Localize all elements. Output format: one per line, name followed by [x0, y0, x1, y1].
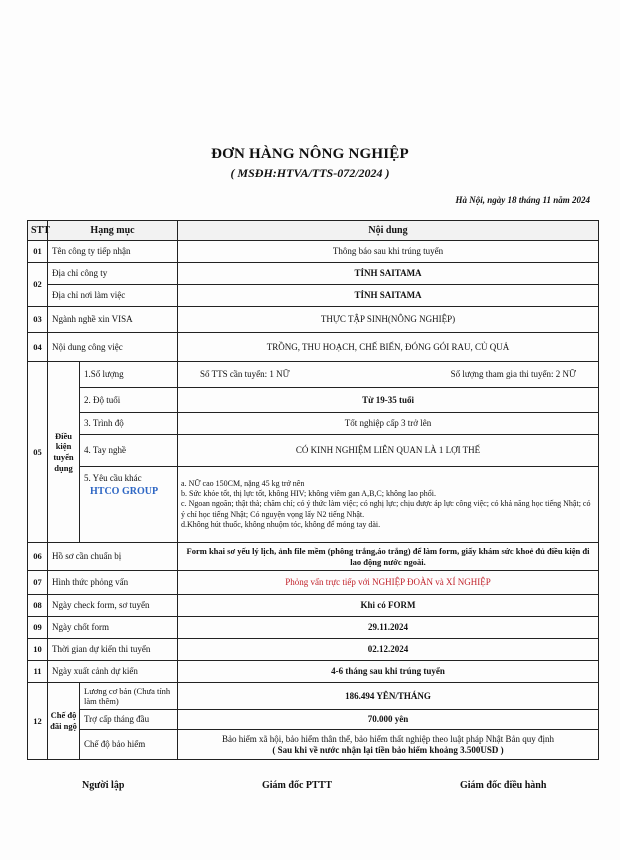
row-label: 4. Tay nghề — [80, 435, 178, 467]
row-label — [80, 467, 178, 543]
signature-director-pttt: Giám đốc PTTT — [262, 780, 333, 791]
table-row — [28, 730, 599, 760]
table-row — [28, 571, 599, 595]
header-content: Nội dung — [178, 221, 599, 241]
table-row — [28, 435, 599, 467]
other-requirements-label: 5. Yêu cầu khác — [84, 473, 142, 483]
benefits-label: Chế độ đãi ngộ — [48, 683, 80, 760]
row-label: 3. Trình độ — [80, 413, 178, 435]
row-number: 01 — [28, 241, 48, 263]
table-row — [28, 710, 599, 730]
row-value: TỈNH SAITAMA — [178, 263, 599, 285]
row-value: TỈNH SAITAMA — [178, 285, 599, 307]
row-value: 02.12.2024 — [178, 639, 599, 661]
issue-date: Hà Nội, ngày 18 tháng 11 năm 2024 — [455, 195, 590, 205]
row-number: 03 — [28, 307, 48, 333]
table-header-row — [28, 221, 599, 241]
requirement-c: c. Ngoan ngoãn; thật thà; chăm chỉ; có ý thức làm việc; có nghị lực; chịu được áp lực công việc; có khả năng học tiếng Nhật; có ý chí học tiếng Nhật; Có nguyện vọng lấy N2 tiếng Nhật. — [181, 499, 591, 519]
table-row — [28, 467, 599, 543]
table-row — [28, 661, 599, 683]
row-value — [178, 362, 599, 388]
row-label: Chế độ bảo hiểm — [80, 730, 178, 760]
table-row — [28, 307, 599, 333]
row-value: 70.000 yên — [178, 710, 599, 730]
requirement-b: b. Sức khỏe tốt, thị lực tốt, không HIV; không viêm gan A,B,C; không lao phổi. — [181, 489, 436, 499]
row-number: 02 — [28, 263, 48, 307]
requirement-d: d.Không hút thuốc, không nhuộm tóc, không để móng tay dài. — [181, 519, 381, 529]
table-row — [28, 333, 599, 362]
row-label: Địa chỉ nơi làm việc — [48, 285, 178, 307]
row-number: 08 — [28, 595, 48, 617]
recruitment-conditions-label: Điều kiện tuyển dụng — [48, 362, 80, 543]
table-row — [28, 639, 599, 661]
row-number: 10 — [28, 639, 48, 661]
table-row — [28, 241, 599, 263]
row-label: Ngày check form, sơ tuyển — [48, 595, 178, 617]
quantity-exam: Số lượng tham gia thi tuyển: 2 NỮ — [450, 369, 577, 380]
order-table — [27, 220, 599, 760]
row-number: 11 — [28, 661, 48, 683]
insurance-value: Bảo hiểm xã hội, bảo hiểm thân thể, bảo hiểm thất nghiệp theo luật pháp Nhật Bản quy định — [222, 733, 554, 744]
row-value: CÓ KINH NGHIỆM LIÊN QUAN LÀ 1 LỢI THẾ — [178, 435, 599, 467]
signature-preparer: Người lập — [82, 780, 125, 791]
table-row — [28, 388, 599, 413]
quantity-recruit: Số TTS cần tuyển: 1 NỮ — [200, 369, 290, 380]
row-value: 4-6 tháng sau khi trúng tuyển — [178, 661, 599, 683]
row-value — [178, 467, 599, 543]
row-label: Hình thức phỏng vấn — [48, 571, 178, 595]
header-stt: STT — [28, 221, 48, 241]
row-value: Tốt nghiệp cấp 3 trở lên — [178, 413, 599, 435]
header-category: Hạng mục — [48, 221, 178, 241]
table-row — [28, 683, 599, 710]
row-label: Ngành nghề xin VISA — [48, 307, 178, 333]
row-label: Tên công ty tiếp nhận — [48, 241, 178, 263]
row-value: 29.11.2024 — [178, 617, 599, 639]
row-value: Form khai sơ yếu lý lịch, ảnh file mềm (phông trắng,áo trắng) để làm form, giấy khám sức khoẻ đủ điều kiện đi lao động nước ngoài. — [178, 543, 599, 571]
row-label: Địa chỉ công ty — [48, 263, 178, 285]
watermark-logo: HTCO GROUP — [90, 485, 159, 497]
row-value: 186.494 YÊN/THÁNG — [178, 683, 599, 710]
row-label: Hồ sơ cần chuẩn bị — [48, 543, 178, 571]
row-value: Từ 19-35 tuổi — [178, 388, 599, 413]
table-row — [28, 362, 599, 388]
row-value: TRỒNG, THU HOẠCH, CHẾ BIẾN, ĐÓNG GÓI RAU, CỦ QUẢ — [178, 333, 599, 362]
row-label: Ngày xuất cảnh dự kiến — [48, 661, 178, 683]
row-value: THỰC TẬP SINH(NÔNG NGHIỆP) — [178, 307, 599, 333]
table-row — [28, 285, 599, 307]
row-label: Trợ cấp tháng đầu — [80, 710, 178, 730]
row-number: 06 — [28, 543, 48, 571]
table-row — [28, 263, 599, 285]
row-value: Thông báo sau khi trúng tuyển — [178, 241, 599, 263]
row-number: 09 — [28, 617, 48, 639]
row-label: Lương cơ bản (Chưa tính làm thêm) — [80, 683, 178, 710]
document-title: ĐƠN HÀNG NÔNG NGHIỆP — [211, 146, 409, 162]
order-code: ( MSĐH:HTVA/TTS-072/2024 ) — [230, 166, 390, 180]
requirement-a: a. NỮ cao 150CM, nặng 45 kg trở nên — [181, 478, 305, 488]
row-label: Ngày chốt form — [48, 617, 178, 639]
row-value: Khi có FORM — [178, 595, 599, 617]
row-value: Phỏng vấn trực tiếp với NGHIỆP ĐOÀN và XÍ NGHIỆP — [178, 571, 599, 595]
row-label: 1.Số lượng — [80, 362, 178, 388]
table-row — [28, 413, 599, 435]
table-row — [28, 595, 599, 617]
row-number: 07 — [28, 571, 48, 595]
table-row — [28, 543, 599, 571]
row-label: 2. Độ tuổi — [80, 388, 178, 413]
row-number: 04 — [28, 333, 48, 362]
insurance-note: ( Sau khi về nước nhận lại tiền bảo hiểm khoảng 3.500USD ) — [272, 744, 504, 755]
signature-executive-director: Giám đốc điều hành — [460, 780, 547, 791]
row-number: 05 — [28, 362, 48, 543]
table-row — [28, 617, 599, 639]
row-value — [178, 730, 599, 760]
row-label: Nội dung công việc — [48, 333, 178, 362]
row-label: Thời gian dự kiến thi tuyển — [48, 639, 178, 661]
row-number: 12 — [28, 683, 48, 760]
